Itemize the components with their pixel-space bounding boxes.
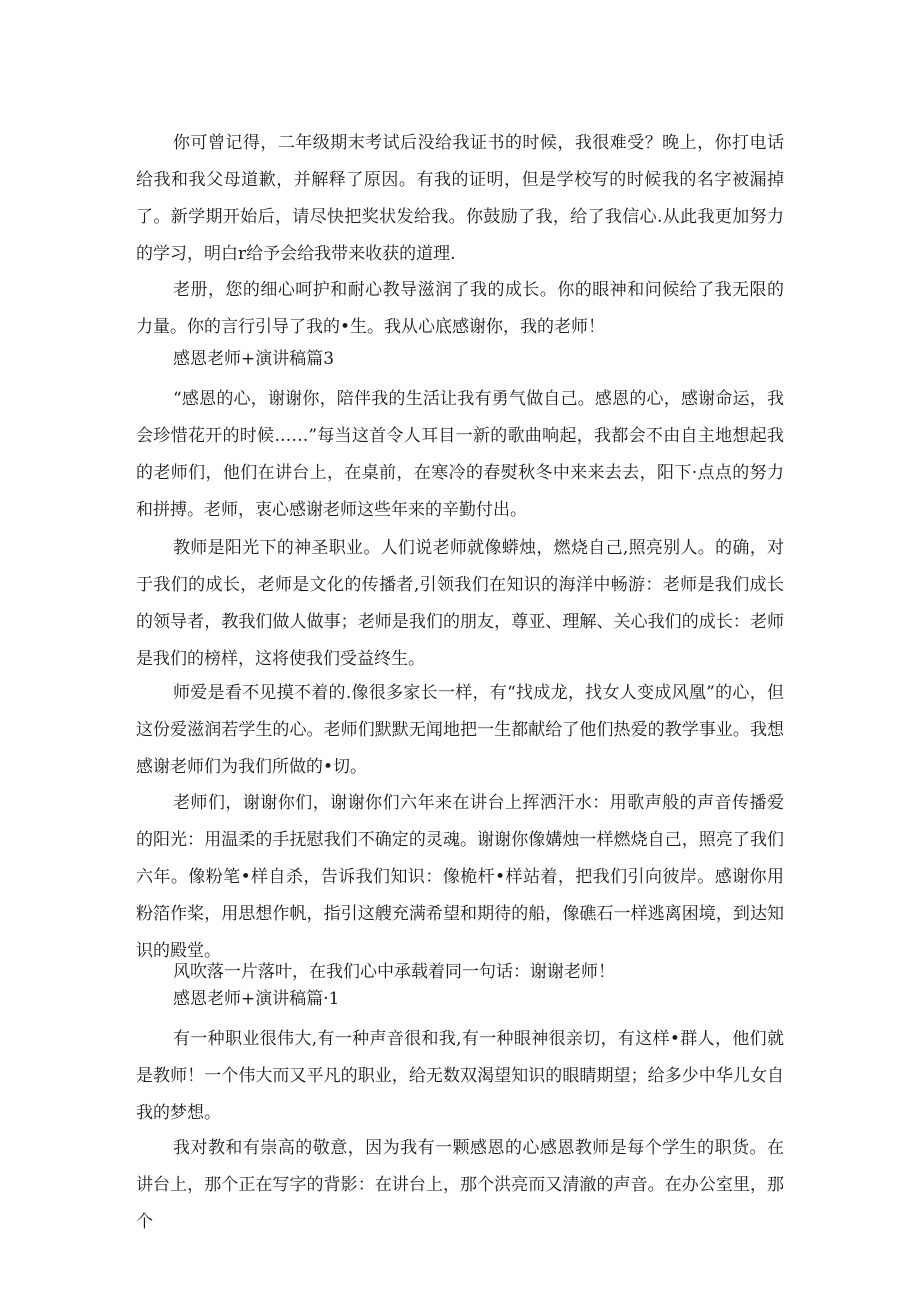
section-heading-4: 感恩老师+演讲稿篇·1 [173,989,340,1009]
paragraph-teacher-love: 师爱是看不见摸不着的.像很多家长一样，有“找成龙，找女人变成风凰”的心，但这份爱滋润若学生的心。老师们默默无闻地把一生都献给了他们热爱的教学事业。我想感谢老师们为我们所做的•切。 [136,683,784,777]
paragraph-teacher-care: 老册，您的细心呵护和耐心教导滋润了我的成长。你的眼神和问候给了我无限的力量。你的言行引导了我的•生。我从心底感谢你，我的老师！ [136,280,784,337]
paragraph-respect-teachers: 我对教和有崇高的敬意，因为我有一颗感恩的心感恩教师是每个学生的职货。在讲台上，那个正在写字的背影：在讲台上，那个洪亮而又清澈的声音。在办公室里，那个 [136,1138,784,1232]
paragraph-sacred-profession: 教师是阳光下的神圣职业。人们说老师就像蟒烛，燃烧自己,照亮别人。的确，对于我们的成长，老师是文化的传播者,引领我们在知识的海洋中畅游：老师是我们成长的领导者，教我们做人做事；老师是我们的朋友，尊亚、理解、关心我们的成长：老师是我们的榜样，这将使我们受益终生。 [136,538,784,669]
closing-line-thank-teacher: 风吹落一片落叶，在我们心中承载着同一句话：谢谢老师！ [173,962,615,982]
paragraph-grateful-heart-song: “感恩的心，谢谢你，陪伴我的生活让我有勇气做自己。感恩的心，感谢命运，我会珍惜花开的时候……”每当这首令人耳目一新的歌曲响起，我都会不由自主地想起我的老师们，他们在讲台上，在桌前，在寒冷的春熨秋冬中来来去去，阳下·点点的努力和拼搏。老师，衷心感谢老师这些年来的辛勤付出。 [136,389,784,520]
section-heading-3: 感恩老师+演讲稿篇3 [173,349,335,369]
paragraph-great-profession: 有一种职业很伟大,有一种声音很和我,有一种眼神很亲切，有这样•群人，他们就是教师！一个伟大而又平凡的职业，给无数双渴望知识的眼睛期望；给多少中华儿女自我的梦想。 [136,1029,784,1123]
paragraph-thank-you-teachers: 老师们，谢谢你们，谢谢你们六年来在讲台上挥洒汗水：用歌声般的声音传播爱的阳光：用温柔的手抚慰我们不确定的灵魂。谢谢你像媾烛一样燃烧自己，照亮了我们六年。像粉笔•样自杀，告诉我们知识：像桅杆•样站着，把我们引向彼岸。感谢你用粉箔作桨，用思想作帆，指引这艘充满希望和期待的船，像礁石一样逃离困境，到达知识的殿堂。 [136,793,784,961]
paragraph-certificate-memory: 你可曾记得，二年级期末考试后没给我证书的时候，我很难受？晚上，你打电话给我和我父母道歉，并解释了原因。有我的证明，但是学校写的时候我的名字被漏掉了。新学期开始后，请尽快把奖状发给我。你鼓励了我，给了我信心.从此我更加努力的学习，明白r给予会给我带来收获的道理. [136,133,784,264]
